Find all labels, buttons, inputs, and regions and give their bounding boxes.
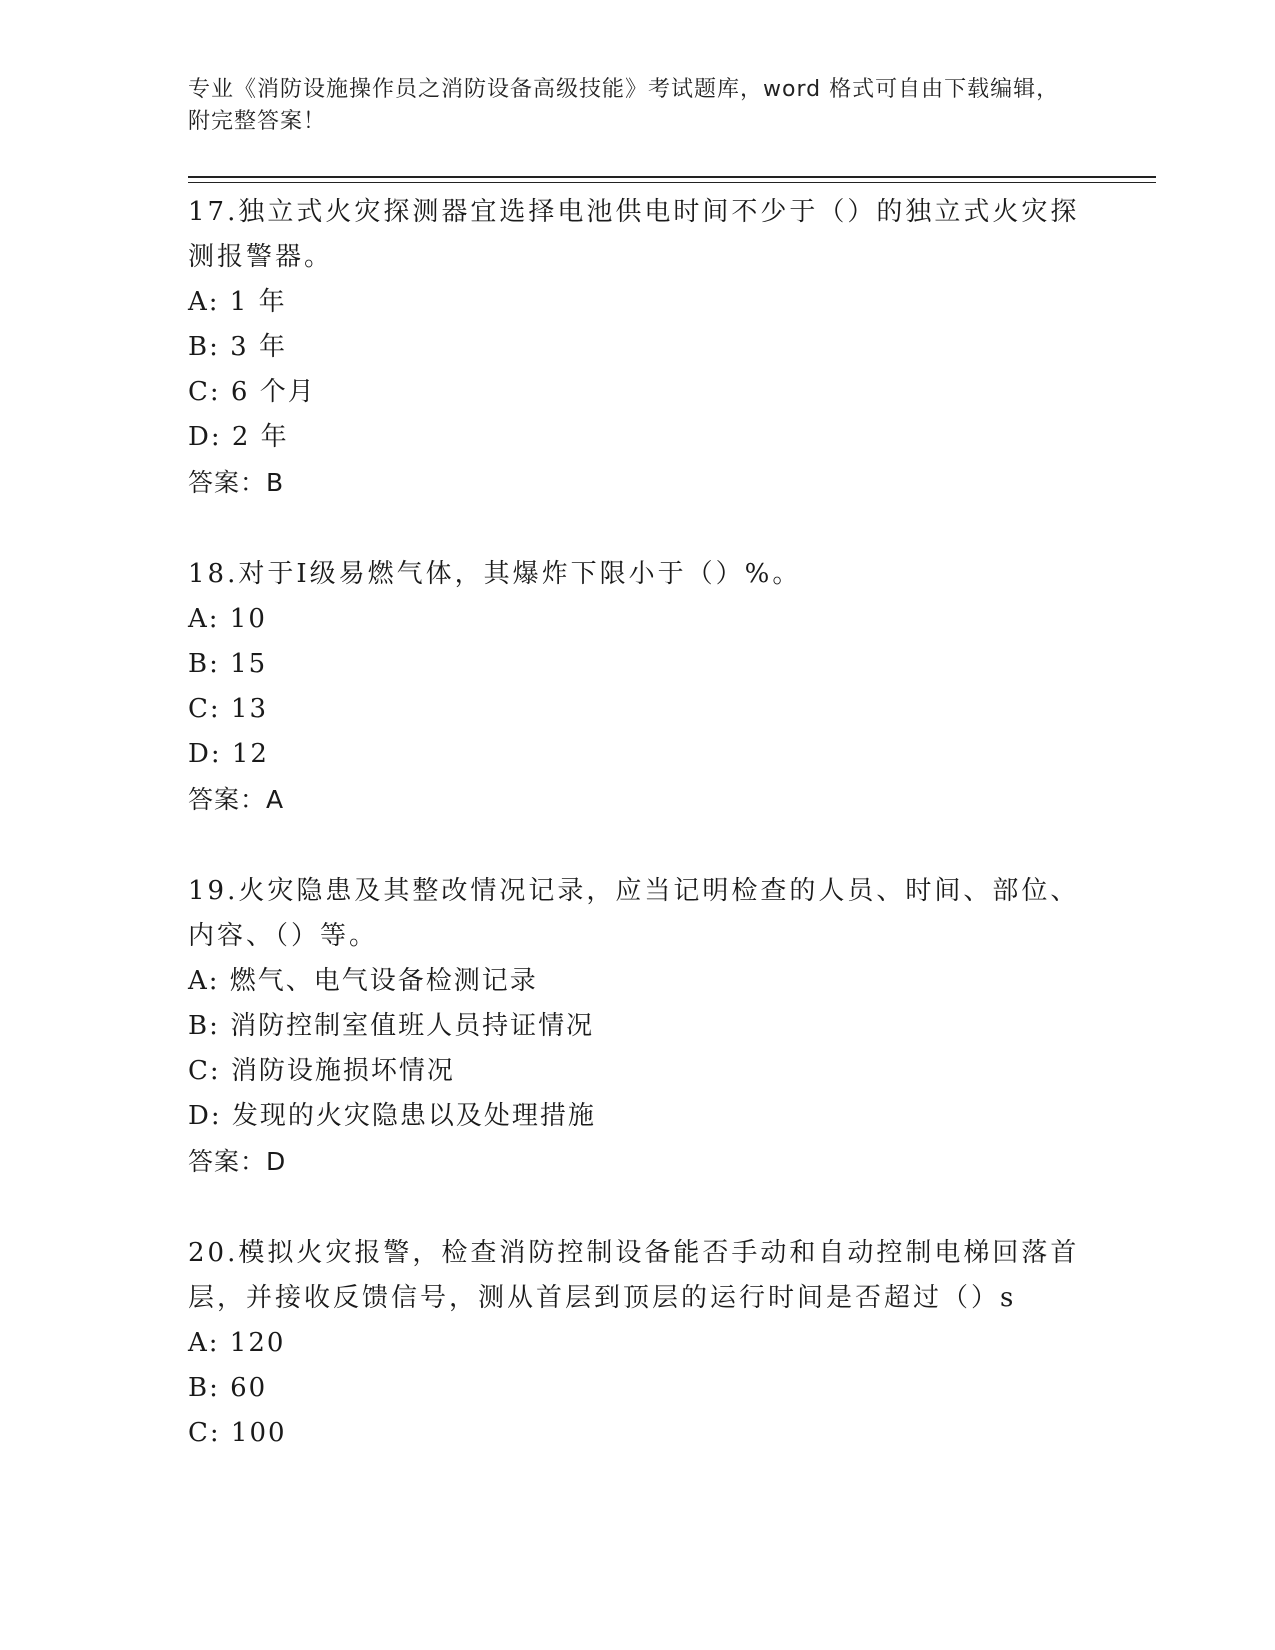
question-20: [188, 1231, 1088, 1456]
option-c: C: 100: [188, 1418, 287, 1448]
question-17: [188, 190, 1088, 505]
question-19: [188, 869, 1088, 1184]
option-c: C: 13: [188, 694, 269, 724]
question-list: [188, 190, 1088, 1503]
header-divider-thick: [188, 176, 1156, 178]
option-c: C: 6 个月: [188, 377, 316, 407]
option-b: B: 3 年: [188, 332, 287, 362]
question-18: [188, 552, 1088, 822]
question-stem: 17.独立式火灾探测器宜选择电池供电时间不少于（）的独立式火灾探测报警器。: [188, 197, 1080, 272]
answer-line: 答案：D: [188, 1147, 287, 1176]
option-b: B: 15: [188, 649, 268, 679]
question-stem: 20.模拟火灾报警，检查消防控制设备能否手动和自动控制电梯回落首层，并接收反馈信号，测从首层到顶层的运行时间是否超过（）s: [188, 1238, 1080, 1313]
option-d: D: 2 年: [188, 422, 289, 452]
option-b: B: 消防控制室值班人员持证情况: [188, 1011, 595, 1041]
option-d: D: 12: [188, 739, 269, 769]
option-a: A: 10: [188, 604, 267, 634]
header-divider-thin: [188, 182, 1156, 183]
answer-line: 答案：A: [188, 785, 285, 814]
option-a: A: 1 年: [188, 287, 287, 317]
question-stem: 19.火灾隐患及其整改情况记录，应当记明检查的人员、时间、部位、内容、（）等。: [188, 876, 1080, 951]
question-stem: 18.对于Ⅰ级易燃气体，其爆炸下限小于（）%。: [188, 559, 802, 589]
option-a: A: 120: [188, 1328, 286, 1358]
answer-line: 答案：B: [188, 468, 285, 497]
option-c: C: 消防设施损坏情况: [188, 1056, 455, 1086]
option-a: A: 燃气、电气设备检测记录: [188, 966, 538, 996]
option-d: D: 发现的火灾隐患以及处理措施: [188, 1101, 596, 1131]
document-header-text: 专业《消防设施操作员之消防设备高级技能》考试题库，word 格式可自由下载编辑，附完整答案！: [188, 77, 1060, 134]
option-b: B: 60: [188, 1373, 268, 1403]
